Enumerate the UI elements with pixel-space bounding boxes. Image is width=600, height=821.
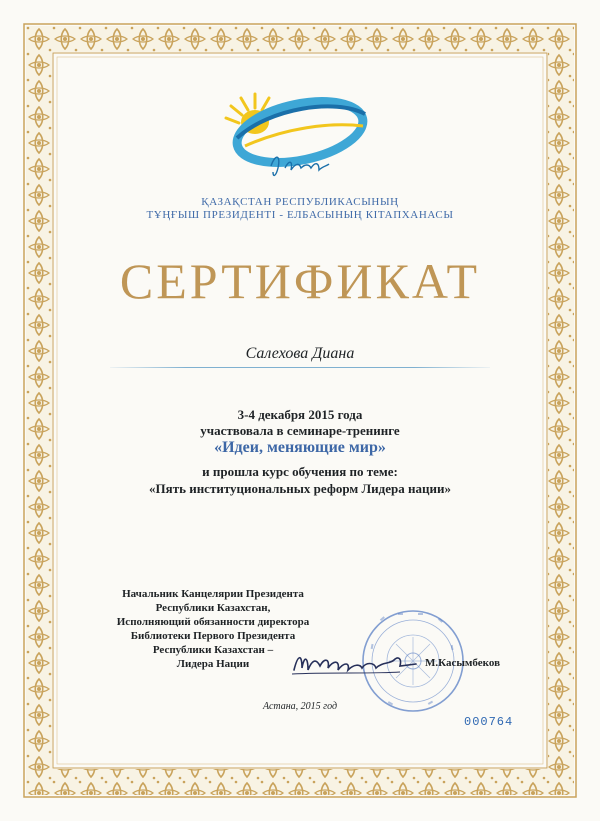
sun-swoosh-logo-icon [226,91,368,172]
library-logo [215,80,375,190]
serial-number: 000764 [464,715,514,729]
certificate-title: СЕРТИФИКАТ [119,253,481,309]
org-name-line-1: ҚАЗАҚСТАН РЕСПУБЛИКАСЫНЫҢ [201,196,399,208]
signatory-line: Исполняющий обязанности директора [116,616,310,628]
signatory-line: Библиотеки Первого Президента [130,630,296,642]
signatory-position [108,587,318,671]
event-date: 3-4 декабря 2015 года [237,407,363,422]
signatory-line: Республики Казахстан, [155,602,271,614]
handwritten-signature [290,648,420,682]
org-name-line-2: ТҰҢҒЫШ ПРЕЗИДЕНТІ - ЕЛБАСЫНЫҢ КІТАПХАНАСЫ [146,209,454,221]
recipient-name: Салехова Диана [245,345,355,362]
signatory-line: Лидера Нации [176,658,250,670]
participation-text: участвовала в семинаре-тренинге [200,423,400,438]
signatory-line: Начальник Канцелярии Президента [122,588,304,600]
course-intro: и прошла курс обучения по теме: [202,464,398,479]
recipient-underline [110,367,490,368]
signer-name: М.Касымбеков [425,657,501,669]
course-title: «Пять институциональных реформ Лидера нации» [149,481,451,496]
seminar-title: «Идеи, меняющие мир» [214,439,386,456]
place-and-year: Астана, 2015 год [262,701,338,712]
signatory-line: Республики Казахстан – [152,644,274,656]
